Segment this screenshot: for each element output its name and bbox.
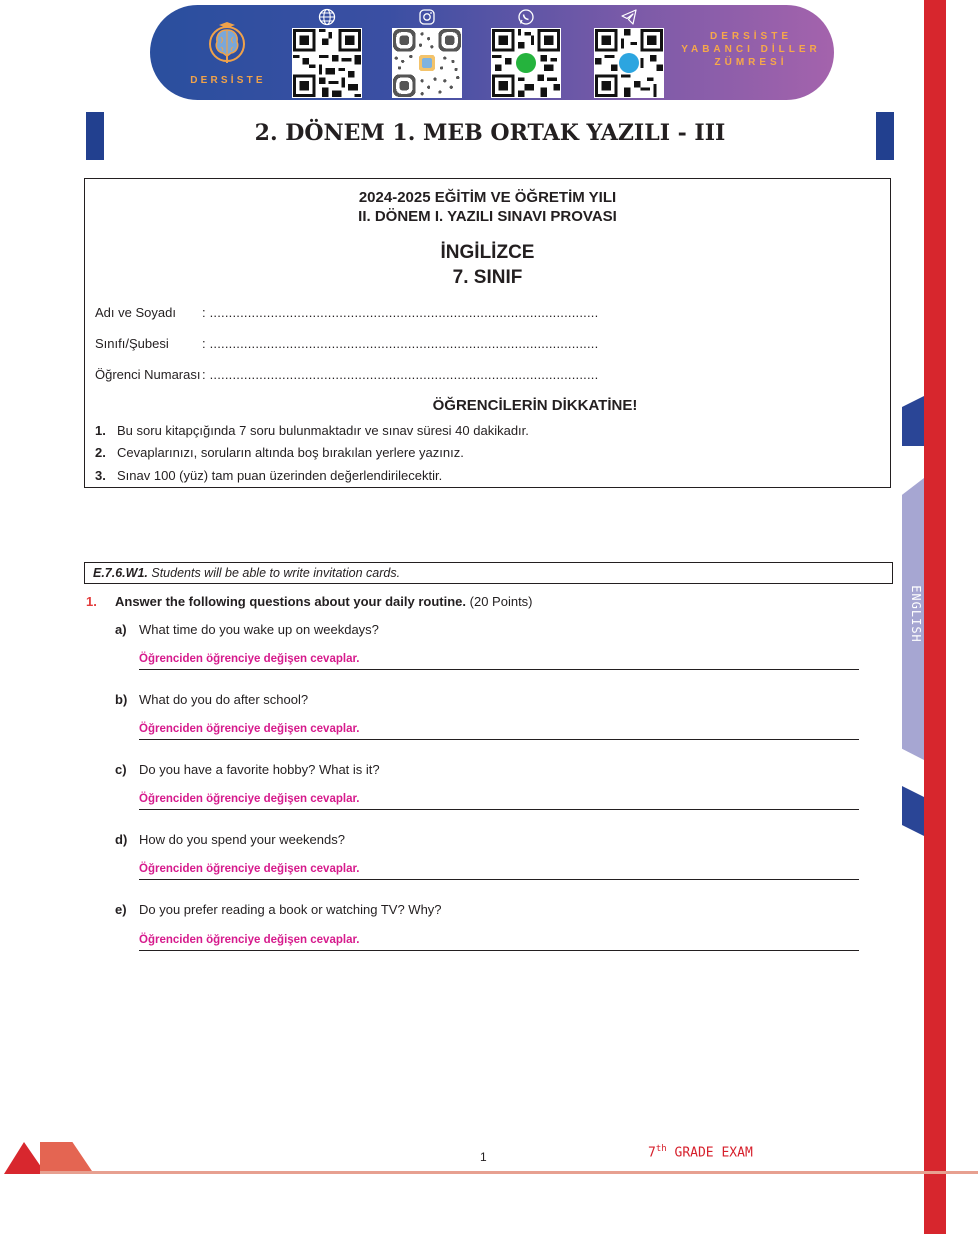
telegram-icon: [620, 8, 638, 26]
sub-question-letter: a): [115, 622, 127, 637]
instagram-icon: [418, 8, 436, 26]
question-text: Answer the following questions about your daily routine. (20 Points): [115, 594, 533, 609]
zumre-label: DERSİSTE YABANCI DİLLER ZÜMRESİ: [681, 31, 821, 68]
objective-text: Students will be able to write invitation cards.: [147, 566, 401, 580]
exam-header: 2024-2025 EĞİTİM VE ÖĞRETİM YILI II. DÖNEM I. YAZILI SINAVI PROVASI: [358, 189, 617, 225]
objective-box: [84, 562, 893, 584]
brand-name: DERSİSTE: [190, 75, 266, 86]
sub-question-text: Do you have a favorite hobby? What is it?: [139, 762, 380, 777]
whatsapp-badge-icon: [516, 53, 536, 73]
whatsapp-icon: [517, 8, 535, 26]
qr-instagram[interactable]: [392, 8, 462, 98]
qr-whatsapp[interactable]: [491, 8, 561, 98]
qr-code: [594, 28, 664, 98]
question-number: 1.: [86, 594, 97, 609]
footer-orange-shape: [40, 1142, 94, 1174]
sub-question-letter: e): [115, 902, 127, 917]
sub-question-text: Do you prefer reading a book or watching TV? Why?: [139, 902, 442, 917]
dersiste-logo: [188, 12, 268, 92]
side-tab-bottom: [902, 786, 924, 836]
rule-item: 1. Bu soru kitapçığında 7 soru bulunmaktadır ve sınav süresi 40 dakikadır.: [95, 423, 529, 438]
sub-question-letter: d): [115, 832, 128, 847]
objective-code: E.7.6.W1.: [93, 566, 148, 580]
sub-question-text: What do you do after school?: [139, 692, 309, 707]
sub-question-letter: b): [115, 692, 128, 707]
side-label: ENGLISH: [909, 585, 923, 643]
rule-item: 3. Sınav 100 (yüz) tam puan üzerinden değerlendirilecektir.: [95, 468, 443, 483]
answer-line[interactable]: Öğrenciden öğrenciye değişen cevaplar.: [139, 934, 859, 951]
footer-red-triangle: [4, 1142, 46, 1174]
title-right-bar: [876, 112, 894, 160]
footer-line: [40, 1171, 978, 1174]
qr-code: [491, 28, 561, 98]
exam-info-box: [84, 178, 891, 488]
student-number-field[interactable]: Öğrenci Numarası : ......................................................................................................: [95, 367, 599, 382]
answer-line[interactable]: Öğrenciden öğrenciye değişen cevaplar.: [139, 863, 859, 880]
question-points: (20 Points): [466, 594, 533, 609]
answer-line[interactable]: Öğrenciden öğrenciye değişen cevaplar.: [139, 793, 859, 810]
exam-subject: İNGİLİZCE 7. SINIF: [440, 242, 535, 288]
answer-line[interactable]: Öğrenciden öğrenciye değişen cevaplar.: [139, 653, 859, 670]
right-red-strip: [924, 0, 946, 1234]
grade-label: 7th GRADE EXAM: [648, 1144, 753, 1161]
sub-question-text: How do you spend your weekends?: [139, 832, 345, 847]
qr-code: [292, 28, 362, 98]
title-left-bar: [86, 112, 104, 160]
telegram-badge-icon: [619, 53, 639, 73]
brain-icon: [207, 22, 247, 66]
page-title: 2. DÖNEM 1. MEB ORTAK YAZILI - III: [254, 120, 726, 146]
sub-question-letter: c): [115, 762, 127, 777]
rule-item: 2. Cevaplarınızı, soruların altında boş bırakılan yerlere yazınız.: [95, 445, 464, 460]
page-number: 1: [480, 1150, 487, 1164]
qr-telegram[interactable]: [594, 8, 664, 98]
attention-title: ÖĞRENCİLERİN DİKKATİNE!: [432, 397, 638, 414]
sub-question-text: What time do you wake up on weekdays?: [139, 622, 379, 637]
qr-website[interactable]: [292, 8, 362, 98]
class-field[interactable]: Sınıfı/Şubesi : ......................................................................................................: [95, 336, 599, 351]
side-tab-top: [902, 396, 924, 446]
answer-line[interactable]: Öğrenciden öğrenciye değişen cevaplar.: [139, 723, 859, 740]
qr-code: [392, 28, 462, 98]
globe-icon: [318, 8, 336, 26]
name-field[interactable]: Adı ve Soyadı : ......................................................................................................: [95, 305, 599, 320]
